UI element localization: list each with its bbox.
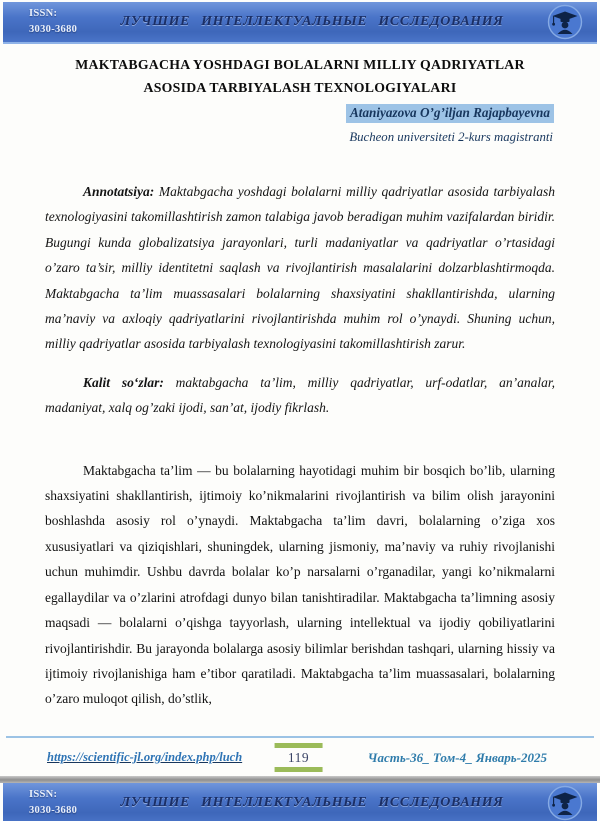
issn-label: ISSN:	[29, 7, 58, 19]
graduate-cap-icon	[547, 4, 583, 40]
page-footer	[45, 743, 555, 777]
journal-footer-banner	[3, 783, 597, 821]
issn-number: 3030-3680	[29, 24, 78, 35]
article-title-line2: ASOSIDA TARBIYALASH TEXNOLOGIYALARI	[143, 80, 457, 95]
journal-header-banner	[3, 2, 597, 44]
issn-block	[29, 6, 77, 39]
article-title-line1: MAKTABGACHA YOSHDAGI BOLALARNI MILLIY QADRIYATLAR	[75, 57, 525, 72]
author-line	[45, 104, 554, 123]
page-number: 119	[287, 750, 310, 765]
author-affiliation: Bucheon universiteti 2-kurs magistranti	[349, 130, 553, 144]
page-number-bar-bottom	[275, 767, 323, 772]
keywords-text: maktabgacha ta’lim, milliy qadriyatlar, urf-odatlar, an’analar, madaniyat, xalq og’zaki ijodi, san’at, ijodiy fikrlash.	[45, 374, 556, 416]
body-paragraph: Maktabgacha ta’lim — bu bolalarning hayotidagi muhim bir bosqich bo’lib, ularning shaxsiyatini shakllantirish, ijtimoiy ko’nikmalarini rivojlantirish va bilim olish jarayonini boshlashda asosiy rol o’ynaydi. Maktabgacha ta’lim davri, bolalarning o’ziga xos xususiyatlari va qiziqishlari, shuningdek, ularning jismoniy, ma’naviy va ruhiy rivojlanishi uchun muhimdir. Ushbu davrda bolalar ko’p narsalarni o’rganadilar, yangi ko’nikmalarni egallaydilar va o’zlarini atrofdagi dunyo bilan tanishtiradilar. Maktabgacha ta’limning asosiy maqsadi — bolalarni o’qishga tayyorlash, ularning intellektual va ijodiy qobiliyatlarini rivojlantirishdir. Bu jarayonda bolalarga asosiy bilimlar berishdan tashqari, ularning hissiy va ijtimoiy rivojlanishiga ham e’tibor qaratiladi. Maktabgacha ta’lim muassasalari, bolalarning o’zaro muloqot qilish, do’stlik,	[45, 462, 555, 707]
journal-url-link[interactable]: https://scientific-jl.org/index.php/luch	[47, 750, 243, 764]
page-number-block	[275, 743, 323, 772]
issue-info: Часть-36_ Том-4_ Январь-2025	[367, 750, 547, 765]
issn-block-bottom	[29, 787, 77, 820]
keywords-label: Kalit so‘zlar:	[83, 374, 164, 390]
issn-label-bottom: ISSN:	[29, 788, 58, 800]
keywords-paragraph	[45, 370, 555, 421]
journal-title-bottom: ЛУЧШИЕ ИНТЕЛЛЕКТУАЛЬНЫЕ ИССЛЕДОВАНИЯ	[120, 795, 504, 810]
annotation-label: Annotatsiya:	[83, 184, 155, 199]
bottom-separator-bar	[0, 776, 600, 783]
journal-title: ЛУЧШИЕ ИНТЕЛЛЕКТУАЛЬНЫЕ ИССЛЕДОВАНИЯ	[120, 14, 504, 29]
article-content	[45, 179, 555, 712]
graduate-cap-icon-bottom	[547, 785, 583, 821]
footer-divider	[6, 736, 594, 738]
annotation-text: Maktabgacha yoshdagi bolalarni milliy qadriyatlar asosida tarbiyalash texnologiyasini takomillashtirish zamon talabiga javob beradigan muhim vazifalardan biridir. Bugungi kunda globalizatsiya jarayonlari, turli madaniyatlar va qadriyatlar o’rtasidagi o’zaro ta’sir, milliy identitetni saqlash va rivojlantirish masalalarini dolzarblashtirmoqda. Maktabgacha ta’lim muassasalari bolalarning shaxsiyatini shakllantirishda, ularning ma’naviy va axloqiy qadriyatlarini rivojlantirishda muhim rol o’ynaydi. Shuning uchun, milliy qadriyatlar asosida tarbiyalash texnologiyasini takomillashtirish zarur.	[45, 184, 555, 352]
author-name: Ataniyazova O’g’iljan Rajapbayevna	[346, 104, 554, 123]
article-title	[45, 53, 555, 99]
annotation-paragraph	[45, 179, 555, 357]
issn-number-bottom: 3030-3680	[29, 805, 78, 816]
